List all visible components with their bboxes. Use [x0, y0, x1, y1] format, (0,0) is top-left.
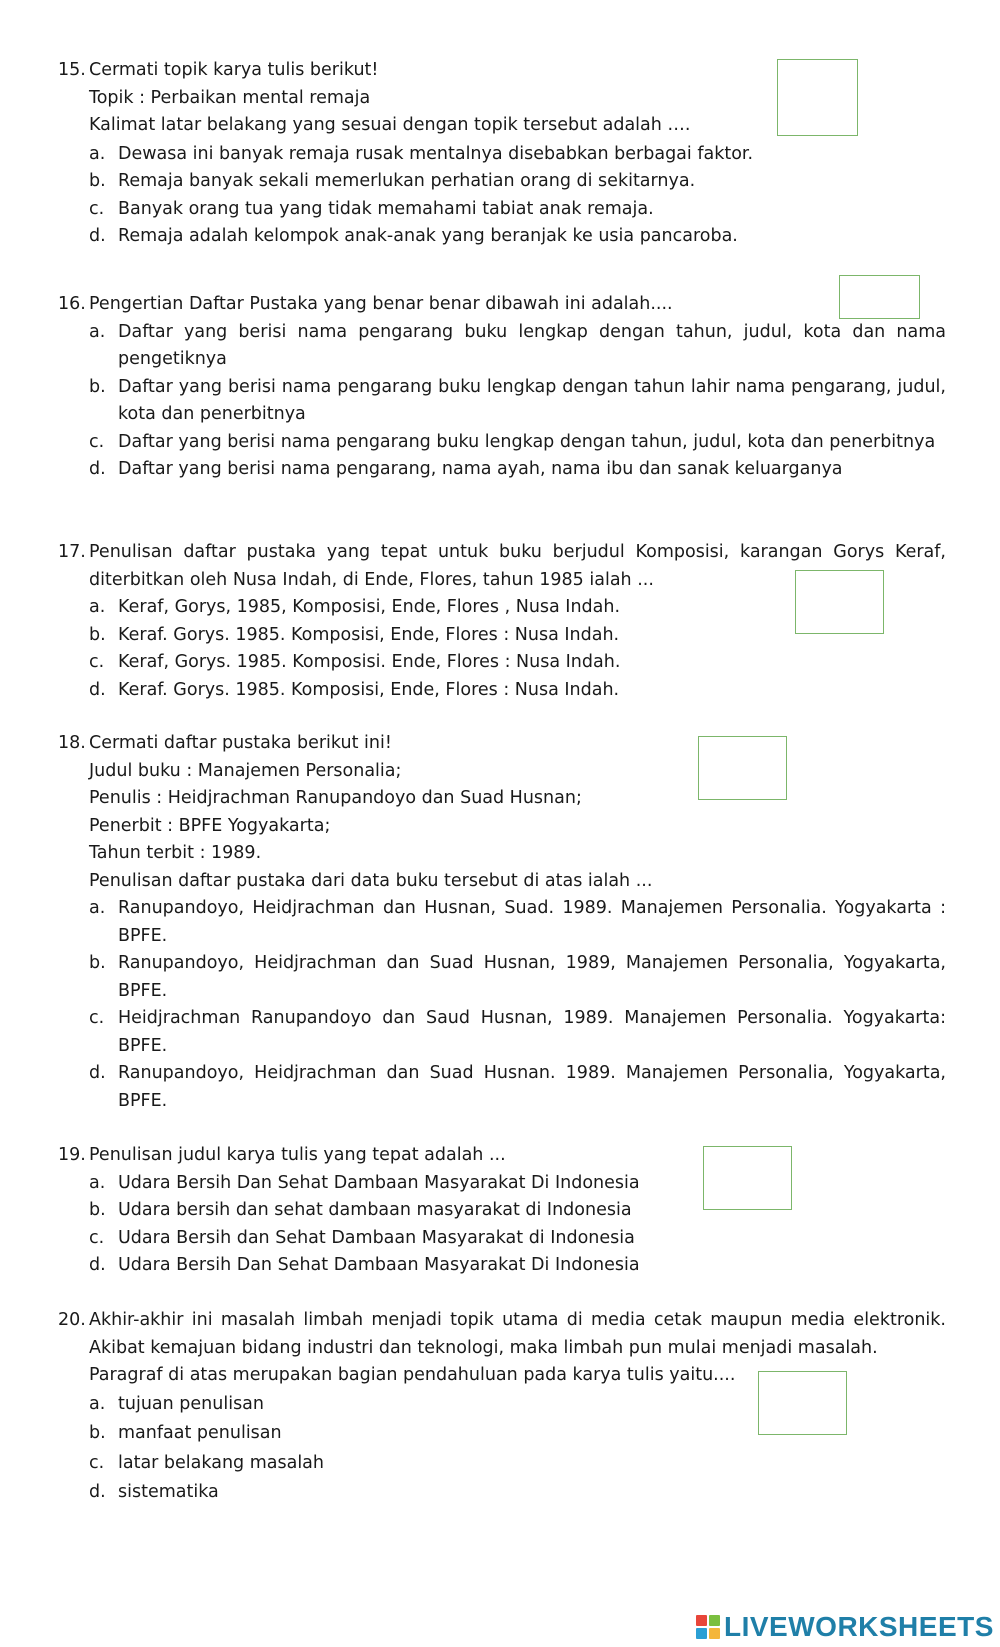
- question-line: Penulisan daftar pustaka dari data buku tersebut di atas ialah ...: [89, 870, 653, 891]
- question-prompt: Penulisan judul karya tulis yang tepat adalah ...: [89, 1145, 506, 1165]
- option-b: b. Daftar yang berisi nama pengarang buku lengkap dengan tahun lahir nama pengarang, judul, kota dan penerbitnya: [89, 376, 946, 424]
- question-line: Paragraf di atas merupakan bagian pendahuluan pada karya tulis yaitu....: [89, 1365, 736, 1385]
- answer-box-18[interactable]: [698, 736, 787, 800]
- answer-box-15[interactable]: [777, 59, 858, 136]
- option-a: a. Udara Bersih Dan Sehat Dambaan Masyarakat Di Indonesia: [89, 1172, 640, 1193]
- option-b: b. Remaja banyak sekali memerlukan perhatian orang di sekitarnya.: [89, 171, 696, 191]
- option-d: d. Udara Bersih Dan Sehat Dambaan Masyarakat Di Indonesia: [89, 1255, 640, 1275]
- option-c: c. latar belakang masalah: [89, 1452, 324, 1473]
- option-d: d. Daftar yang berisi nama pengarang, nama ayah, nama ibu dan sanak keluarganya: [89, 459, 843, 479]
- option-b: b. Ranupandoyo, Heidjrachman dan Suad Husnan, 1989, Manajemen Personalia, Yogyakarta, BPFE.: [89, 953, 946, 1001]
- question-line: Kalimat latar belakang yang sesuai dengan topik tersebut adalah ….: [89, 115, 691, 135]
- option-b: b. Keraf. Gorys. 1985. Komposisi, Ende, Flores : Nusa Indah.: [89, 624, 620, 645]
- option-d: d. Keraf. Gorys. 1985. Komposisi, Ende, Flores : Nusa Indah.: [89, 679, 620, 700]
- option-b: b. Udara bersih dan sehat dambaan masyarakat di Indonesia: [89, 1200, 632, 1220]
- question-16: [58, 291, 946, 484]
- answer-box-16[interactable]: [839, 275, 920, 319]
- question-line: Penerbit : BPFE Yogyakarta;: [89, 815, 331, 836]
- question-number: 18.: [58, 733, 86, 753]
- question-prompt: Pengertian Daftar Pustaka yang benar benar dibawah ini adalah....: [89, 294, 673, 314]
- question-line: Tahun terbit : 1989.: [89, 843, 262, 863]
- question-line: Judul buku : Manajemen Personalia;: [89, 760, 402, 781]
- answer-box-19[interactable]: [703, 1146, 792, 1210]
- question-number: 19.: [58, 1145, 86, 1165]
- option-a: a. Ranupandoyo, Heidjrachman dan Husnan, Suad. 1989. Manajemen Personalia. Yogyakarta : BPFE.: [89, 898, 946, 946]
- question-number: 17.: [58, 542, 86, 562]
- question-line: Penulis : Heidjrachman Ranupandoyo dan Suad Husnan;: [89, 788, 582, 808]
- question-19: [58, 1142, 946, 1280]
- answer-box-17[interactable]: [795, 570, 884, 634]
- option-d: d. sistematika: [89, 1482, 219, 1502]
- option-a: a. Dewasa ini banyak remaja rusak mentalnya disebabkan berbagai faktor.: [89, 143, 754, 164]
- answer-box-20[interactable]: [758, 1371, 847, 1435]
- question-number: 20.: [58, 1310, 86, 1330]
- option-c: c. Udara Bersih dan Sehat Dambaan Masyarakat di Indonesia: [89, 1227, 635, 1248]
- question-line: Topik : Perbaikan mental remaja: [89, 87, 371, 108]
- option-a: a. Daftar yang berisi nama pengarang buku lengkap dengan tahun, judul, kota dan nama pengetiknya: [89, 321, 946, 369]
- question-number: 15.: [58, 60, 86, 80]
- option-d: d. Remaja adalah kelompok anak-anak yang beranjak ke usia pancaroba.: [89, 226, 738, 246]
- option-c: c. Keraf, Gorys. 1985. Komposisi. Ende, Flores : Nusa Indah.: [89, 652, 621, 672]
- option-c: c. Banyak orang tua yang tidak memahami tabiat anak remaja.: [89, 198, 654, 219]
- option-d: d. Ranupandoyo, Heidjrachman dan Suad Husnan. 1989. Manajemen Personalia, Yogyakarta, BPFE.: [89, 1063, 946, 1111]
- question-prompt: Cermati topik karya tulis berikut!: [89, 60, 379, 80]
- option-c: c. Heidjrachman Ranupandoyo dan Saud Husnan, 1989. Manajemen Personalia. Yogyakarta: BPFE.: [89, 1008, 946, 1056]
- option-b: b. manfaat penulisan: [89, 1423, 282, 1443]
- liveworksheets-logo: [696, 1612, 994, 1642]
- question-prompt: Akhir-akhir ini masalah limbah menjadi topik utama di media cetak maupun media elektronik. Akibat kemajuan bidang industri dan teknologi, maka limbah pun mulai menjadi masalah.: [89, 1310, 946, 1358]
- question-prompt: Cermati daftar pustaka berikut ini!: [89, 733, 392, 753]
- option-c: c. Daftar yang berisi nama pengarang buku lengkap dengan tahun, judul, kota dan penerbitnya: [89, 431, 936, 452]
- option-a: a. Keraf, Gorys, 1985, Komposisi, Ende, Flores , Nusa Indah.: [89, 597, 621, 617]
- question-number: 16.: [58, 294, 86, 314]
- question-prompt: Penulisan daftar pustaka yang tepat untuk buku berjudul Komposisi, karangan Gorys Keraf, diterbitkan oleh Nusa Indah, di Ende, Flores, tahun 1985 ialah ...: [89, 542, 946, 590]
- brand-icon: [696, 1615, 720, 1639]
- option-a: a. tujuan penulisan: [89, 1393, 264, 1414]
- question-18: [58, 730, 946, 1115]
- brand-name: LIVEWORKSHEETS: [724, 1611, 994, 1642]
